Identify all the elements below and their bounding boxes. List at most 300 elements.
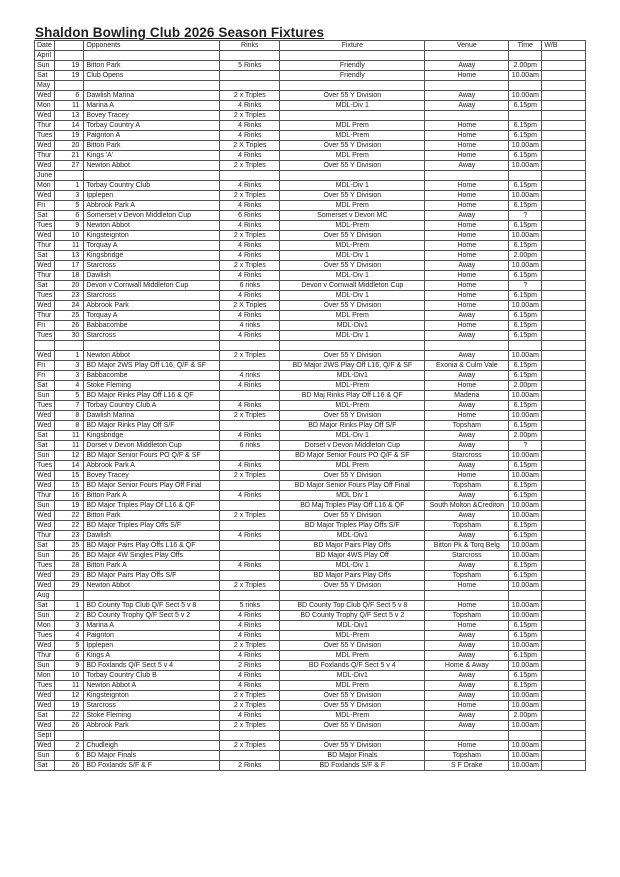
cell-day: Tues <box>35 631 55 641</box>
cell-day: Thur <box>35 491 55 501</box>
cell-day: Tues <box>35 291 55 301</box>
cell-opponents: Torbay Country Club A <box>84 401 220 411</box>
cell-date: 20 <box>55 141 84 151</box>
cell-time: 10.00am <box>509 141 542 151</box>
cell-date: 3 <box>55 361 84 371</box>
header-time: Time <box>509 41 542 51</box>
empty-cell <box>84 341 220 351</box>
fixture-row <box>35 351 586 361</box>
cell-fixture: Over 55 Y Division <box>280 641 425 651</box>
cell-time: 10.00am <box>509 741 542 751</box>
cell-venue: Home <box>425 151 509 161</box>
cell-opponents: Marina A <box>84 621 220 631</box>
cell-venue: Away <box>425 441 509 451</box>
cell-rinks: 4 Rinks <box>220 291 280 301</box>
cell-time: 10.00am <box>509 191 542 201</box>
fixture-row <box>35 521 586 531</box>
cell-venue: Topsham <box>425 751 509 761</box>
fixture-row <box>35 311 586 321</box>
cell-time: 6.15pm <box>509 401 542 411</box>
cell-day: Thur <box>35 241 55 251</box>
cell-time: 6.15pm <box>509 621 542 631</box>
cell-time: 10.00am <box>509 351 542 361</box>
cell-wb <box>542 381 586 391</box>
cell-venue: Away <box>425 631 509 641</box>
cell-fixture: Over 55 Y Division <box>280 161 425 171</box>
cell-rinks: 5 Rinks <box>220 61 280 71</box>
header-venue: Venue <box>425 41 509 51</box>
cell-fixture: Over 55 Y Division <box>280 91 425 101</box>
empty-cell <box>542 171 586 181</box>
cell-time: 6.15pm <box>509 271 542 281</box>
header-day <box>55 41 84 51</box>
fixture-row <box>35 611 586 621</box>
cell-opponents: Ipplepen <box>84 191 220 201</box>
empty-cell <box>55 591 84 601</box>
month-label: May <box>35 81 55 91</box>
cell-fixture: MDL-Div 1 <box>280 431 425 441</box>
cell-time: 10.00am <box>509 161 542 171</box>
cell-fixture: MDL-Prem <box>280 221 425 231</box>
cell-time: 6.15pm <box>509 241 542 251</box>
cell-rinks: 4 Rinks <box>220 271 280 281</box>
cell-time: 10.00am <box>509 261 542 271</box>
cell-rinks: 2 x Triples <box>220 641 280 651</box>
cell-fixture: MDL Prem <box>280 121 425 131</box>
cell-day: Tues <box>35 131 55 141</box>
cell-fixture: BD Maj Rinks Play Off L16 & QF <box>280 391 425 401</box>
fixture-row <box>35 201 586 211</box>
cell-fixture: MDL-Prem <box>280 131 425 141</box>
cell-day: Sat <box>35 541 55 551</box>
cell-fixture: Over 55 Y Division <box>280 351 425 361</box>
cell-date: 11 <box>55 241 84 251</box>
cell-time: 6.15pm <box>509 181 542 191</box>
cell-time: 6.15pm <box>509 291 542 301</box>
cell-opponents: Torbay Country Club B <box>84 671 220 681</box>
cell-time: 6.15pm <box>509 651 542 661</box>
cell-day: Wed <box>35 91 55 101</box>
cell-opponents: Devon v Cornwall Middleton Cup <box>84 281 220 291</box>
cell-wb <box>542 691 586 701</box>
fixture-row <box>35 381 586 391</box>
fixture-row <box>35 121 586 131</box>
cell-opponents: Babbacombe <box>84 321 220 331</box>
cell-day: Fri <box>35 371 55 381</box>
cell-fixture: MDL-Div1 <box>280 671 425 681</box>
cell-fixture: Over 55 Y Division <box>280 411 425 421</box>
header-wb: W/B <box>542 41 586 51</box>
cell-rinks: 4 Rinks <box>220 401 280 411</box>
cell-day: Wed <box>35 471 55 481</box>
cell-time: 2.00pm <box>509 251 542 261</box>
cell-fixture: MDL-Div 1 <box>280 181 425 191</box>
cell-time: 6.15pm <box>509 631 542 641</box>
empty-cell <box>220 81 280 91</box>
cell-rinks: 4 Rinks <box>220 681 280 691</box>
fixture-row <box>35 661 586 671</box>
cell-rinks: 4 Rinks <box>220 431 280 441</box>
cell-rinks: 4 Rinks <box>220 651 280 661</box>
cell-venue: Away <box>425 491 509 501</box>
cell-venue: Away <box>425 261 509 271</box>
cell-venue: Home <box>425 381 509 391</box>
cell-rinks: 2 x Triples <box>220 701 280 711</box>
cell-opponents: BD Major Rinks Play Off S/F <box>84 421 220 431</box>
cell-fixture: MDL-Div1 <box>280 371 425 381</box>
fixture-row <box>35 751 586 761</box>
cell-day: Thur <box>35 311 55 321</box>
empty-cell <box>220 171 280 181</box>
cell-opponents: Newton Abbot <box>84 351 220 361</box>
cell-venue: Away <box>425 161 509 171</box>
cell-venue: Bitton Pk & Torq Belg <box>425 541 509 551</box>
cell-wb <box>542 91 586 101</box>
cell-date: 13 <box>55 251 84 261</box>
cell-wb <box>542 561 586 571</box>
cell-day: Wed <box>35 301 55 311</box>
cell-wb <box>542 61 586 71</box>
cell-date: 26 <box>55 761 84 771</box>
cell-fixture: BD Major Finals <box>280 751 425 761</box>
cell-time: 10.00am <box>509 471 542 481</box>
cell-venue: Home <box>425 321 509 331</box>
cell-venue: Away <box>425 61 509 71</box>
cell-wb <box>542 231 586 241</box>
cell-day: Mon <box>35 101 55 111</box>
fixture-row <box>35 231 586 241</box>
fixture-row <box>35 471 586 481</box>
cell-opponents: BD Major 4W Singles Play Offs <box>84 551 220 561</box>
cell-time: 10.00am <box>509 551 542 561</box>
cell-rinks <box>220 71 280 81</box>
cell-fixture: MDL Prem <box>280 311 425 321</box>
cell-opponents: Chudleigh <box>84 741 220 751</box>
fixture-row <box>35 321 586 331</box>
cell-fixture: Over 55 Y Division <box>280 471 425 481</box>
cell-wb <box>542 601 586 611</box>
fixture-row <box>35 681 586 691</box>
cell-rinks: 2 x Triples <box>220 351 280 361</box>
cell-time: 10.00am <box>509 661 542 671</box>
cell-opponents: Starcross <box>84 291 220 301</box>
cell-day: Fri <box>35 321 55 331</box>
cell-fixture: BD Major Triples Play Offs S/F <box>280 521 425 531</box>
cell-wb <box>542 291 586 301</box>
cell-time: 6.15pm <box>509 521 542 531</box>
cell-venue: Home <box>425 241 509 251</box>
fixture-row <box>35 161 586 171</box>
cell-fixture: Over 55 Y Division <box>280 701 425 711</box>
cell-day: Mon <box>35 671 55 681</box>
cell-rinks: 2 x Triples <box>220 261 280 271</box>
cell-opponents: BD Major Senior Fours PO Q/F & SF <box>84 451 220 461</box>
fixture-row <box>35 621 586 631</box>
cell-wb <box>542 531 586 541</box>
cell-date: 6 <box>55 91 84 101</box>
fixture-row <box>35 571 586 581</box>
cell-time: 6.15pm <box>509 571 542 581</box>
header-fixture: Fixture <box>280 41 425 51</box>
cell-venue: Home <box>425 201 509 211</box>
fixture-row <box>35 641 586 651</box>
cell-fixture: Friendly <box>280 71 425 81</box>
month-label: June <box>35 171 55 181</box>
cell-fixture: Over 55 Y Division <box>280 581 425 591</box>
cell-wb <box>542 361 586 371</box>
cell-fixture: Over 55 Y Division <box>280 231 425 241</box>
cell-venue: Away <box>425 721 509 731</box>
cell-wb <box>542 141 586 151</box>
cell-date: 3 <box>55 621 84 631</box>
cell-fixture: Over 55 Y Division <box>280 141 425 151</box>
cell-fixture: Over 55 Y Division <box>280 691 425 701</box>
cell-wb <box>542 71 586 81</box>
cell-fixture: Over 55 Y Division <box>280 301 425 311</box>
cell-wb <box>542 241 586 251</box>
cell-opponents: Bitton Park <box>84 511 220 521</box>
cell-time: 6.15pm <box>509 121 542 131</box>
cell-day: Tues <box>35 331 55 341</box>
cell-day: Sun <box>35 661 55 671</box>
cell-fixture: Friendly <box>280 61 425 71</box>
fixture-row <box>35 211 586 221</box>
cell-fixture: Over 55 Y Division <box>280 721 425 731</box>
cell-date: 29 <box>55 581 84 591</box>
fixture-row <box>35 711 586 721</box>
cell-wb <box>542 391 586 401</box>
cell-rinks: 2 x Triples <box>220 741 280 751</box>
cell-opponents: Dorset v Devon Middleton Cup <box>84 441 220 451</box>
cell-rinks: 4 Rinks <box>220 611 280 621</box>
fixture-row <box>35 91 586 101</box>
cell-opponents: Newton Abbot <box>84 161 220 171</box>
empty-cell <box>542 51 586 61</box>
cell-fixture: Somerset v Devon MC <box>280 211 425 221</box>
empty-cell <box>509 81 542 91</box>
cell-rinks <box>220 361 280 371</box>
cell-day: Thur <box>35 271 55 281</box>
cell-venue: Home <box>425 191 509 201</box>
cell-time: 10.00am <box>509 91 542 101</box>
cell-fixture: Over 55 Y Division <box>280 261 425 271</box>
cell-day: Wed <box>35 421 55 431</box>
cell-day: Wed <box>35 741 55 751</box>
cell-rinks: 4 Rinks <box>220 181 280 191</box>
empty-cell <box>280 51 425 61</box>
cell-opponents: Bitton Park A <box>84 491 220 501</box>
empty-cell <box>220 591 280 601</box>
cell-venue <box>425 111 509 121</box>
fixture-row <box>35 601 586 611</box>
cell-day: Sun <box>35 551 55 561</box>
cell-day: Sat <box>35 761 55 771</box>
cell-rinks: 2 x Triples <box>220 91 280 101</box>
cell-wb <box>542 681 586 691</box>
cell-time: 10.00am <box>509 761 542 771</box>
cell-wb <box>542 551 586 561</box>
cell-date: 19 <box>55 701 84 711</box>
cell-venue: Away <box>425 641 509 651</box>
cell-opponents: Kings A <box>84 651 220 661</box>
cell-venue: Away <box>425 211 509 221</box>
cell-time: ? <box>509 441 542 451</box>
cell-time: 10.00am <box>509 411 542 421</box>
cell-opponents: Club Opens <box>84 71 220 81</box>
cell-day: Fri <box>35 201 55 211</box>
cell-opponents: Babbacombe <box>84 371 220 381</box>
cell-fixture: BD Major Senior Fours PO Q/F & SF <box>280 451 425 461</box>
cell-date: 9 <box>55 221 84 231</box>
cell-time: 6.15pm <box>509 361 542 371</box>
cell-rinks: 4 rinks <box>220 321 280 331</box>
empty-cell <box>280 81 425 91</box>
empty-cell <box>84 81 220 91</box>
cell-opponents: Newton Abbot <box>84 221 220 231</box>
cell-day: Thur <box>35 651 55 661</box>
cell-rinks: 4 Rinks <box>220 311 280 321</box>
cell-rinks: 4 Rinks <box>220 461 280 471</box>
cell-opponents: Starcross <box>84 331 220 341</box>
cell-date: 4 <box>55 631 84 641</box>
empty-cell <box>425 341 509 351</box>
cell-rinks: 2 X Triples <box>220 141 280 151</box>
empty-cell <box>542 731 586 741</box>
cell-day: Mon <box>35 621 55 631</box>
header-rinks: Rinks <box>220 41 280 51</box>
cell-opponents: Stoke Fleming <box>84 711 220 721</box>
cell-time: 10.00am <box>509 581 542 591</box>
cell-time: 10.00am <box>509 701 542 711</box>
cell-date: 26 <box>55 721 84 731</box>
cell-time: ? <box>509 211 542 221</box>
cell-rinks <box>220 501 280 511</box>
cell-rinks: 2 x Triples <box>220 411 280 421</box>
fixture-row <box>35 111 586 121</box>
cell-fixture: BD County Trophy Q/F Sect 5 v 2 <box>280 611 425 621</box>
cell-time: 10.00am <box>509 691 542 701</box>
month-label: Aug <box>35 591 55 601</box>
empty-cell <box>280 171 425 181</box>
cell-opponents: Stoke Fleming <box>84 381 220 391</box>
cell-venue: Home <box>425 231 509 241</box>
cell-day: Tues <box>35 461 55 471</box>
fixture-row <box>35 411 586 421</box>
cell-opponents: Bitton Park <box>84 141 220 151</box>
cell-venue: Away <box>425 531 509 541</box>
cell-fixture: BD Major Senior Fours Play Off Final <box>280 481 425 491</box>
cell-wb <box>542 761 586 771</box>
cell-rinks <box>220 541 280 551</box>
cell-wb <box>542 151 586 161</box>
cell-venue: Away <box>425 561 509 571</box>
cell-opponents: Torquay A <box>84 241 220 251</box>
cell-fixture: Dorset v Devon Middleton Cup <box>280 441 425 451</box>
cell-day: Sat <box>35 601 55 611</box>
cell-fixture: BD Major Pairs Play Offs <box>280 541 425 551</box>
fixture-row <box>35 561 586 571</box>
cell-time: 10.00am <box>509 391 542 401</box>
cell-opponents: BD Major Pairs Play Offs L16 & QF <box>84 541 220 551</box>
cell-time: 6.15pm <box>509 461 542 471</box>
fixture-row <box>35 491 586 501</box>
cell-venue: Away <box>425 651 509 661</box>
cell-time: ? <box>509 281 542 291</box>
cell-wb <box>542 431 586 441</box>
blank-row <box>35 341 586 351</box>
cell-venue: Away <box>425 461 509 471</box>
cell-day: Sat <box>35 431 55 441</box>
cell-venue: Home <box>425 581 509 591</box>
empty-cell <box>55 81 84 91</box>
cell-venue: Home <box>425 701 509 711</box>
cell-date: 12 <box>55 691 84 701</box>
fixture-row <box>35 241 586 251</box>
cell-venue: Home <box>425 281 509 291</box>
cell-opponents: BD Major 2WS Play Off L16, Q/F & SF <box>84 361 220 371</box>
cell-time: 10.00am <box>509 611 542 621</box>
cell-wb <box>542 511 586 521</box>
empty-cell <box>280 341 425 351</box>
cell-day: Sat <box>35 211 55 221</box>
cell-rinks: 4 Rinks <box>220 531 280 541</box>
cell-time: 6.15pm <box>509 311 542 321</box>
cell-opponents: Abbrook Park A <box>84 201 220 211</box>
cell-fixture: MDL-Div1 <box>280 531 425 541</box>
cell-venue: Away <box>425 371 509 381</box>
cell-date: 1 <box>55 601 84 611</box>
fixture-row <box>35 701 586 711</box>
cell-rinks: 2 x Triples <box>220 471 280 481</box>
fixture-row <box>35 421 586 431</box>
cell-venue: Home <box>425 71 509 81</box>
cell-day: Thur <box>35 531 55 541</box>
cell-opponents: Abbrook Park <box>84 301 220 311</box>
cell-opponents: BD Foxlands Q/F Sect 5 v 4 <box>84 661 220 671</box>
cell-fixture: MDL Prem <box>280 151 425 161</box>
cell-opponents: Newton Abbot <box>84 581 220 591</box>
cell-rinks: 4 rinks <box>220 371 280 381</box>
cell-venue: Starcross <box>425 451 509 461</box>
cell-day: Sun <box>35 391 55 401</box>
cell-rinks: 2 x Triples <box>220 161 280 171</box>
cell-day: Sun <box>35 751 55 761</box>
cell-opponents: Bitton Park A <box>84 561 220 571</box>
cell-time: 2.00pm <box>509 381 542 391</box>
cell-opponents: Bitton Park <box>84 61 220 71</box>
cell-rinks: 2 Rinks <box>220 761 280 771</box>
cell-day: Tues <box>35 681 55 691</box>
fixture-row <box>35 221 586 231</box>
cell-day: Wed <box>35 511 55 521</box>
cell-wb <box>542 191 586 201</box>
cell-rinks: 4 Rinks <box>220 631 280 641</box>
fixture-row <box>35 141 586 151</box>
cell-opponents: Somerset v Devon Middleton Cup <box>84 211 220 221</box>
cell-wb <box>542 371 586 381</box>
cell-opponents: BD Foxlands S/F & F <box>84 761 220 771</box>
cell-rinks: 4 Rinks <box>220 561 280 571</box>
cell-date: 19 <box>55 61 84 71</box>
cell-wb <box>542 421 586 431</box>
cell-venue: Home <box>425 131 509 141</box>
fixture-row <box>35 361 586 371</box>
cell-fixture: MDL-Div 1 <box>280 271 425 281</box>
cell-venue: Maderia <box>425 391 509 401</box>
cell-wb <box>542 451 586 461</box>
cell-wb <box>542 641 586 651</box>
cell-wb <box>542 281 586 291</box>
